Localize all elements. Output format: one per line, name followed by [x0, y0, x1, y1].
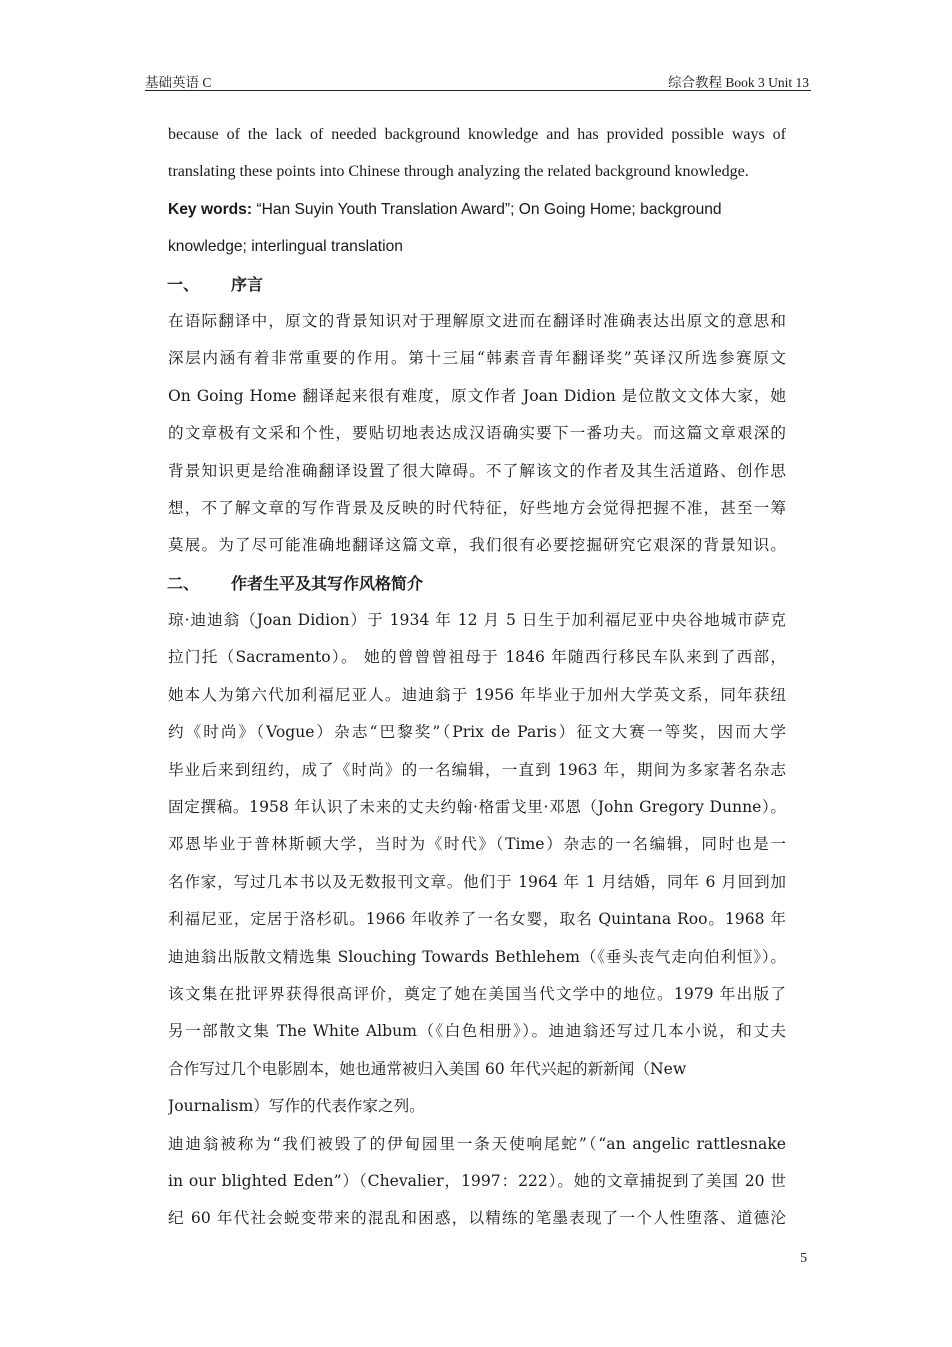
header-left: 基础英语 C [145, 75, 212, 90]
paragraph-line: 深层内涵有着非常重要的作用。第十三届“韩素音青年翻译奖”英译汉所选参赛原文 [168, 349, 786, 368]
abstract-line-1: because of the lack of needed background knowledge and has provided possible ways of [168, 126, 786, 143]
paragraph-line: Journalism）写作的代表作家之列。 [168, 1097, 425, 1116]
paragraph-line: 固定撰稿。1958 年认识了未来的丈夫约翰·格雷戈里·邓恩（John Gregory Dunne）。 [168, 798, 786, 817]
paragraph-line: 琼·迪迪翁（Joan Didion）于 1934 年 12 月 5 日生于加利福尼亚中央谷地城市萨克 [168, 611, 786, 630]
keywords-label: Key words: [168, 200, 253, 218]
paragraph-line: 利福尼亚，定居于洛杉矶。1966 年收养了一名女婴，取名 Quintana Roo。1968 年 [168, 910, 786, 929]
paragraph-line: 毕业后来到纽约，成了《时尚》的一名编辑，一直到 1963 年，期间为多家著名杂志 [168, 760, 786, 779]
paragraph-line: 合作写过几个电影剧本，她也通常被归入美国 60 年代兴起的新新闻（New [168, 1059, 687, 1078]
paragraph-line: 在语际翻译中，原文的背景知识对于理解原文进而在翻译时准确表达出原文的意思和 [168, 311, 786, 330]
section-heading-preface [167, 266, 786, 303]
section-title: 序言 [231, 274, 264, 294]
page-number: 5 [800, 1250, 807, 1265]
paragraph-line: 另一部散文集 The White Album（《白色相册》）。迪迪翁还写过几本小说，和丈夫 [168, 1022, 786, 1041]
paragraph-line: On Going Home 翻译起来很有难度，原文作者 Joan Didion 是位散文文体大家，她 [168, 386, 786, 405]
paragraph-line: 纪 60 年代社会蜕变带来的混乱和困惑，以精练的笔墨表现了一个人性堕落、道德沦 [168, 1209, 786, 1228]
keywords-text: “Han Suyin Youth Translation Award”; On Going Home; background [252, 200, 722, 218]
paragraph-line: 拉门托（Sacramento）。 她的曾曾曾祖母于 1846 年随西行移民车队来到了西部， [168, 648, 786, 667]
section-number: 一、 [167, 274, 200, 294]
paragraph-line: 迪迪翁被称为“我们被毁了的伊甸园里一条天使响尾蛇”（“an angelic rattlesnake [168, 1134, 786, 1153]
abstract-line-2: translating these points into Chinese through analyzing the related background knowledge. [168, 163, 749, 181]
paragraph-line: 背景知识更是给准确翻译设置了很大障碍。不了解该文的作者及其生活道路、创作思 [168, 461, 786, 480]
page-header [145, 70, 811, 91]
paragraph-line: 约《时尚》（Vogue）杂志“巴黎奖”（Prix de Paris）征文大赛一等奖，因而大学 [168, 723, 786, 742]
paragraph-line: 邓恩毕业于普林斯顿大学，当时为《时代》（Time）杂志的一名编辑，同时也是一 [168, 835, 786, 854]
page-body [168, 116, 786, 1238]
header-right: 综合教程 Book 3 Unit 13 [667, 75, 809, 90]
section-number: 二、 [167, 573, 200, 593]
paragraph-line: in our blighted Eden”）（Chevalier，1997：222）。她的文章捕捉到了美国 20 世 [168, 1171, 786, 1190]
paragraph-line: 莫展。为了尽可能准确地翻译这篇文章，我们很有必要挖掘研究它艰深的背景知识。 [168, 536, 786, 555]
keywords-line-2: knowledge; interlingual translation [168, 238, 403, 256]
paragraph-line: 该文集在批评界获得很高评价，奠定了她在美国当代文学中的地位。1979 年出版了 [168, 984, 786, 1003]
paragraph-line: 名作家，写过几本书以及无数报刊文章。他们于 1964 年 1 月结婚，同年 6 月回到加 [168, 872, 786, 891]
paragraph-line: 她本人为第六代加利福尼亚人。迪迪翁于 1956 年毕业于加州大学英文系，同年获纽 [168, 685, 786, 704]
section-title: 作者生平及其写作风格简介 [231, 573, 424, 593]
paragraph-line: 迪迪翁出版散文精选集 Slouching Towards Bethlehem（《垂头丧气走向伯利恒》）。 [168, 947, 786, 966]
paragraph-line: 的文章极有文采和个性，要贴切地表达成汉语确实要下一番功夫。而这篇文章艰深的 [168, 424, 786, 443]
section-heading-author [167, 565, 786, 602]
keywords-line [168, 191, 786, 228]
paragraph-line: 想，不了解文章的写作背景及反映的时代特征，好些地方会觉得把握不准，甚至一筹 [168, 498, 786, 517]
